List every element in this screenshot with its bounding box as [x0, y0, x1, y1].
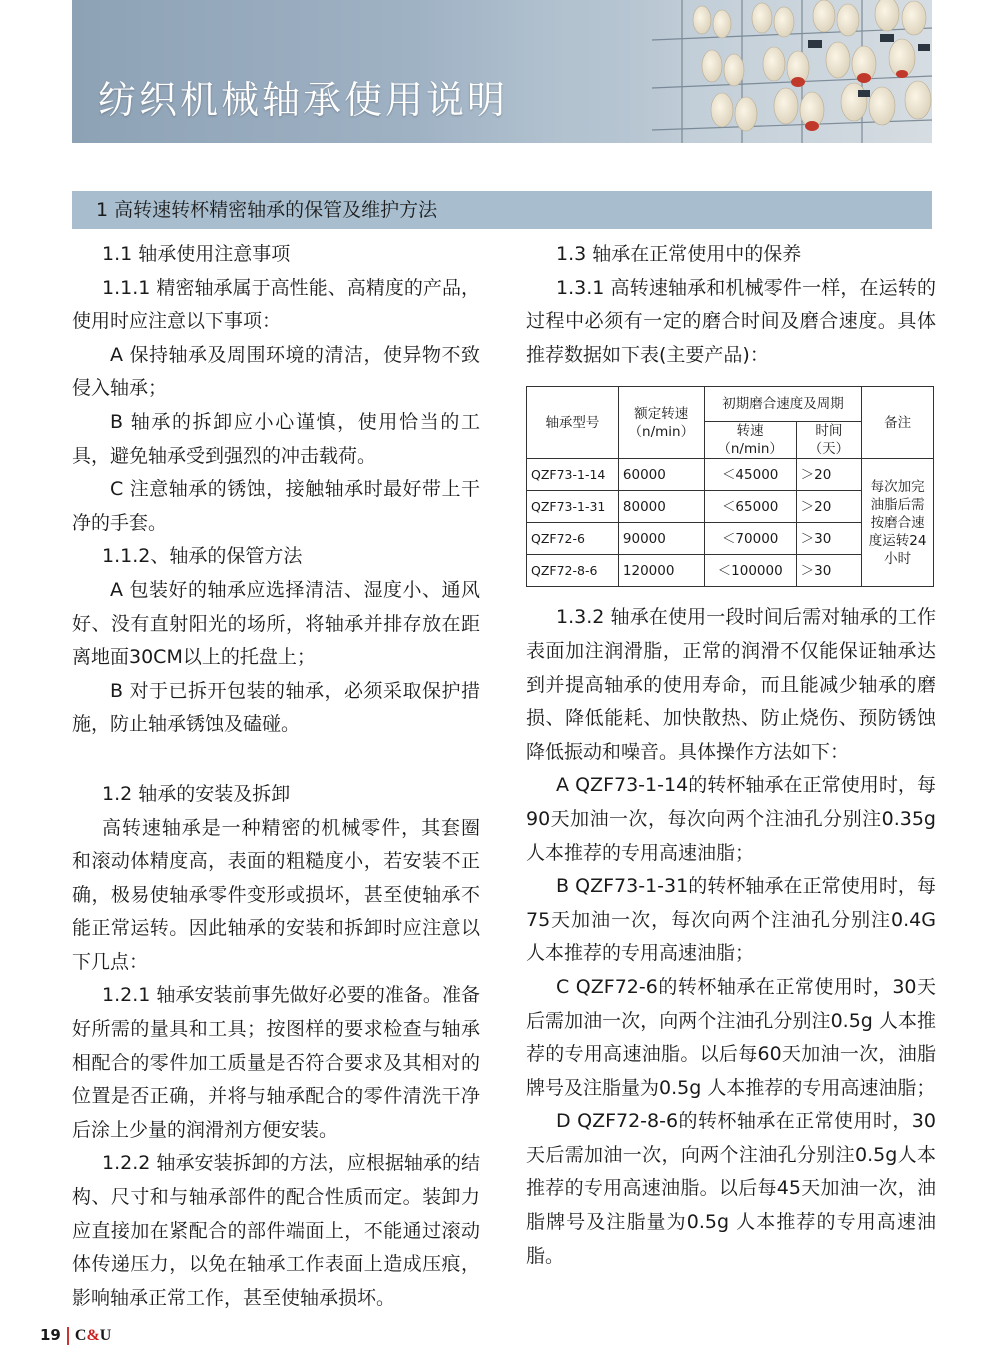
paragraph-1-3-1: 1.3.1 高转速轴承和机械零件一样，在运转的过程中必须有一定的磨合时间及磨合速度。具体推荐数据如下表(主要产品)：	[526, 276, 936, 366]
header-banner	[72, 0, 932, 143]
paragraph-1-3-2-b: B QZF73-1-31的转杯轴承在正常使用时，每75天加油一次，每次向两个注油孔分别注0.4G 人本推荐的专用高速油脂；	[526, 875, 936, 965]
brand-ampersand: &	[86, 1327, 100, 1344]
cell-rated-speed: 60000	[618, 459, 704, 491]
left-column	[72, 238, 480, 1315]
cell-runin-days: ＞30	[796, 555, 862, 587]
page-title: 纺织机械轴承使用说明	[98, 78, 509, 122]
cell-runin-speed: ＜65000	[704, 491, 796, 523]
paragraph-1-1-1-a: A 保持轴承及周围环境的清洁，使异物不致侵入轴承；	[72, 343, 480, 400]
spacer	[72, 742, 480, 778]
cell-model: QZF73-1-14	[527, 459, 619, 491]
table-header-runin-time	[796, 422, 862, 459]
paragraph-1-1-1: 1.1.1 精密轴承属于高性能、高精度的产品，使用时应注意以下事项：	[72, 276, 480, 333]
paragraph-1-1-2-b: B 对于已拆开包装的轴承，必须采取保护措施，防止轴承锈蚀及磕碰。	[72, 679, 480, 736]
paragraph-1-3-2-d: D QZF72-8-6的转杯轴承在正常使用时，30天后需加油一次，向两个注油孔分别注0.5g人本推荐的专用高速油脂。以后每45天加油一次，油脂牌号及注脂量为0.5g 人本推荐的专用高速油脂。	[526, 1110, 936, 1267]
cell-runin-days: ＞20	[796, 491, 862, 523]
table-header-model: 轴承型号	[527, 387, 619, 459]
paragraph-1-2-2: 1.2.2 轴承安装拆卸的方法，应根据轴承的结构、尺寸和与轴承部件的配合性质而定。装卸力应直接加在紧配合的部件端面上，不能通过滚动体传递压力，以免在轴承工作表面上造成压痕，影响轴承正常工作，甚至使轴承损坏。	[72, 1152, 480, 1309]
cell-runin-speed: ＜70000	[704, 523, 796, 555]
paragraph-1-1-1-c: C 注意轴承的锈蚀，接触轴承时最好带上干净的手套。	[72, 478, 480, 534]
page-number: 19	[40, 1326, 61, 1344]
footer-divider	[67, 1327, 69, 1345]
brand-letter-c: C	[74, 1327, 87, 1344]
paragraph-1-2-1: 1.2.1 轴承安装前事先做好必要的准备。准备好所需的量具和工具；按图样的要求检查与轴承相配合的零件加工质量是否符合要求及其相对的位置是否正确，并将与轴承配合的零件清洗干净后涂上少量的润滑剂方便安装。	[72, 984, 480, 1141]
table-row	[527, 459, 934, 491]
table-header-runin: 初期磨合速度及周期	[704, 387, 862, 422]
right-column	[526, 238, 936, 1273]
table-header-runin-speed-unit: （n/min）	[717, 441, 783, 458]
brand-logo	[75, 1327, 111, 1344]
paragraph-1-1-1-b: B 轴承的拆卸应小心谨慎，使用恰当的工具，避免轴承受到强烈的冲击载荷。	[72, 410, 480, 467]
cell-model: QZF73-1-31	[527, 491, 619, 523]
heading-1-2: 1.2 轴承的安装及拆卸	[102, 782, 291, 805]
cell-model: QZF72-6	[527, 523, 619, 555]
paragraph-1-3-2-a: A QZF73-1-14的转杯轴承在正常使用时，每90天加油一次，每次向两个注油孔分别注0.35g 人本推荐的专用高速油脂；	[526, 774, 936, 864]
page-footer	[40, 1322, 111, 1348]
heading-1-3: 1.3 轴承在正常使用中的保养	[556, 243, 802, 265]
table-header-runin-time-label: 时间	[815, 423, 843, 440]
table-header-rated-speed-unit: （n/min）	[628, 423, 695, 440]
cell-runin-days: ＞30	[796, 523, 862, 555]
table-header-runin-speed	[704, 422, 796, 459]
paragraph-1-3-2: 1.3.2 轴承在使用一段时间后需对轴承的工作表面加注润滑脂，正常的润滑不仅能保证轴承达到并提高轴承的使用寿命，而且能减少轴承的磨损、降低能耗、加快散热、防止烧伤、预防锈蚀降低振动和噪音。具体操作方法如下：	[526, 606, 936, 763]
section-title: 1 高转速转杯精密轴承的保管及维护方法	[96, 199, 438, 221]
cell-runin-days: ＞20	[796, 459, 862, 491]
heading-1-1: 1.1 轴承使用注意事项	[102, 243, 291, 265]
paragraph-1-3-2-c: C QZF72-6的转杯轴承在正常使用时，30天后需加油一次，向两个注油孔分别注0.5g 人本推荐的专用高速油脂。以后每60天加油一次，油脂牌号及注脂量为0.5g 人本推荐的专用高速油脂；	[526, 975, 936, 1099]
runin-table	[526, 386, 934, 587]
heading-1-1-2: 1.1.2、轴承的保管方法	[102, 545, 303, 568]
cell-runin-speed: ＜100000	[704, 555, 796, 587]
table-header-runin-time-unit: （天）	[808, 441, 850, 458]
cell-rated-speed: 120000	[618, 555, 704, 587]
brand-letter-u: U	[99, 1327, 112, 1344]
runin-table-wrapper	[526, 386, 936, 587]
table-header-runin-speed-label: 转速	[736, 423, 764, 440]
cell-model: QZF72-8-6	[527, 555, 619, 587]
cell-rated-speed: 90000	[618, 523, 704, 555]
cell-rated-speed: 80000	[618, 491, 704, 523]
cell-runin-speed: ＜45000	[704, 459, 796, 491]
paragraph-1-1-2-a: A 包装好的轴承应选择清洁、湿度小、通风好、没有直射阳光的场所，将轴承并排存放在距离地面30CM以上的托盘上；	[72, 578, 480, 669]
table-header-rated-speed-label: 额定转速	[634, 405, 689, 422]
cell-note: 每次加完油脂后需按磨合速度运转24小时	[862, 459, 934, 587]
spinning-machine-photo	[562, 0, 932, 143]
table-header-rated-speed	[618, 387, 704, 459]
table-header-note: 备注	[862, 387, 934, 459]
paragraph-1-2: 高转速轴承是一种精密的机械零件，其套圈和滚动体精度高，表面的粗糙度小，若安装不正确，极易使轴承零件变形或损坏，甚至使轴承不能正常运转。因此轴承的安装和拆卸时应注意以下几点：	[72, 816, 480, 973]
section-header-bar	[72, 191, 932, 229]
